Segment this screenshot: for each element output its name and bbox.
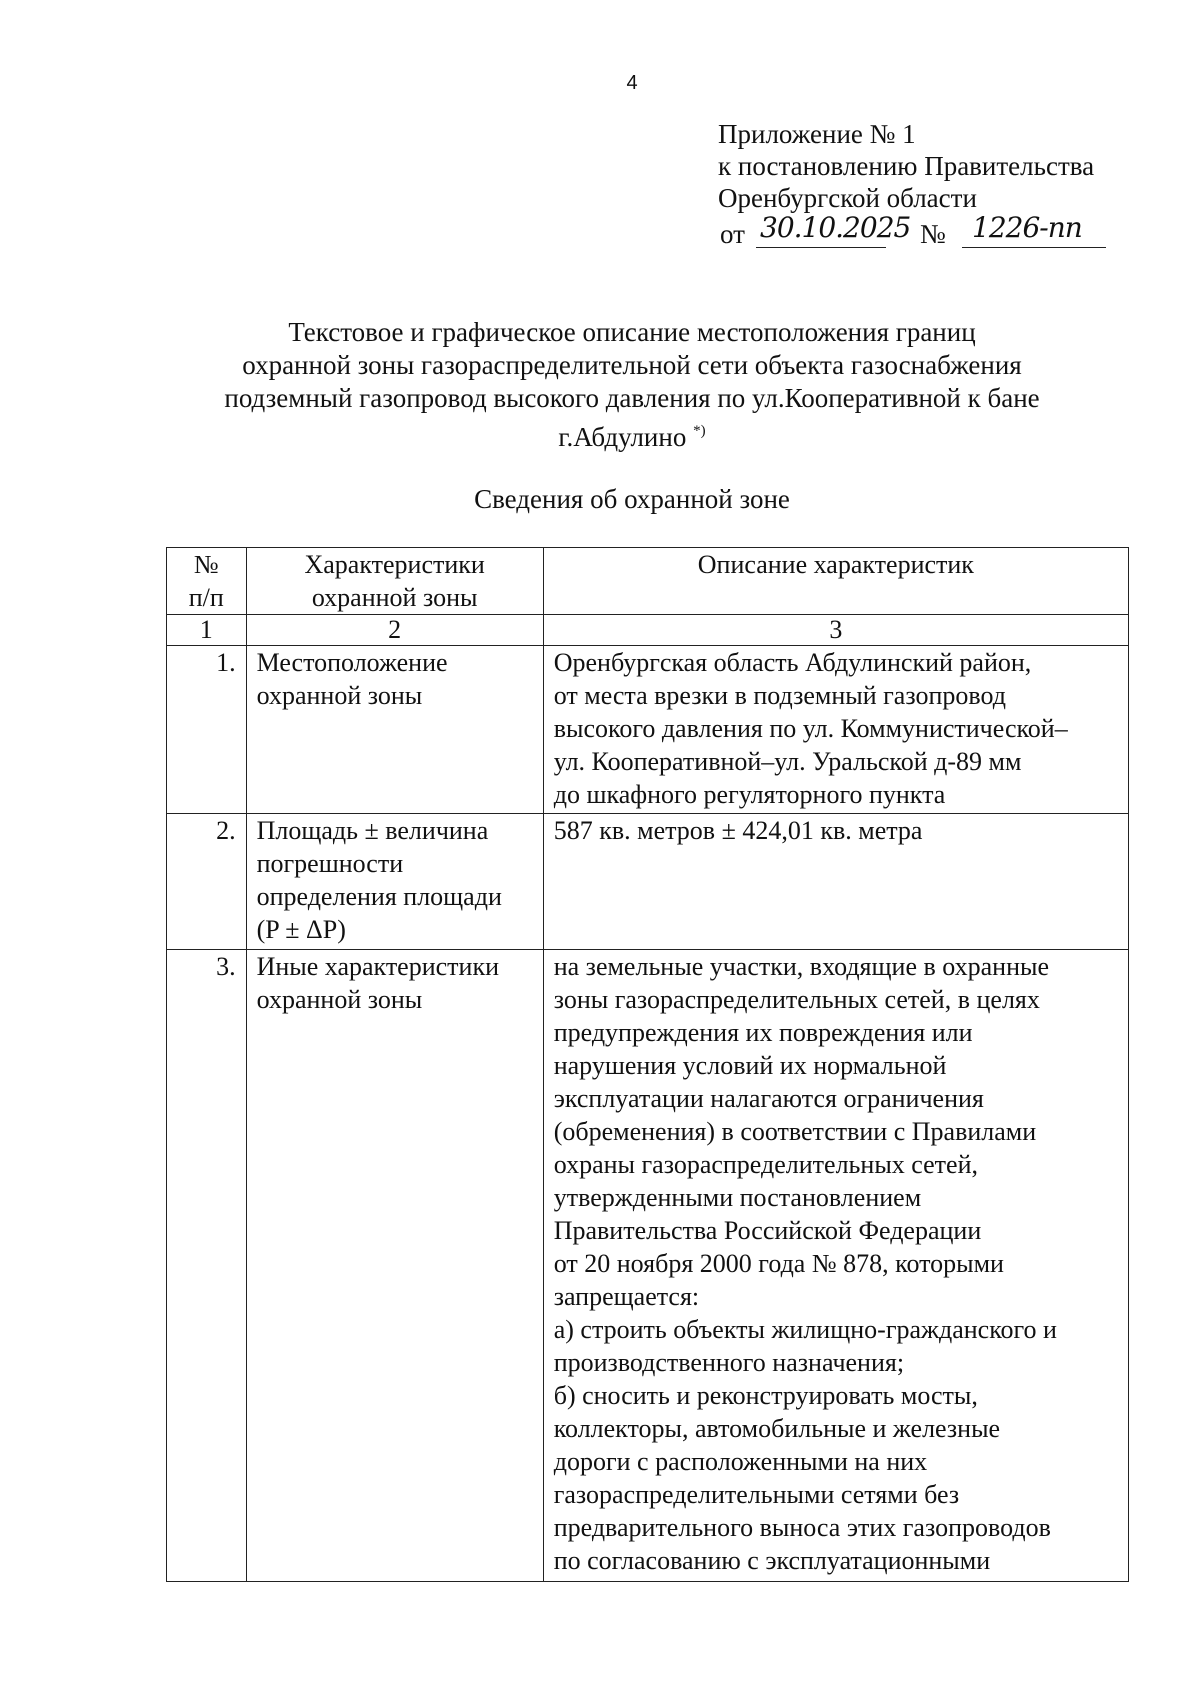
handwritten-number: 1226-пп — [972, 211, 1082, 244]
text-line: производственного назначения; — [553, 1348, 905, 1377]
text-line: Оренбургская область Абдулинский район, — [553, 648, 1032, 677]
protection-zone-table — [166, 547, 1129, 1582]
header-num-line-1: № — [193, 550, 219, 579]
number-prefix: № — [920, 219, 946, 249]
header-characteristics — [246, 548, 543, 615]
date-prefix: от — [720, 219, 745, 249]
row-number: 3. — [167, 950, 247, 1582]
header-num — [167, 548, 247, 615]
text-line: Площадь ± величина — [256, 816, 489, 845]
text-line: (P ± ΔP) — [256, 915, 346, 944]
text-line: зоны газораспределительных сетей, в целях — [553, 985, 1040, 1014]
row-characteristic — [246, 950, 543, 1582]
row-characteristic — [246, 646, 543, 814]
footnote-mark: *) — [693, 423, 706, 439]
text-line: на земельные участки, входящие в охранные — [553, 952, 1050, 981]
index-cell: 1 — [167, 615, 247, 646]
title-line-1: Текстовое и графическое описание местоположения границ — [288, 317, 976, 347]
text-line: 587 кв. метров ± 424,01 кв. метра — [553, 816, 923, 845]
header-char-line-1: Характеристики — [304, 550, 485, 579]
text-line: дороги с расположенными на них — [553, 1447, 928, 1476]
text-line: Местоположение — [256, 648, 448, 677]
text-line: Иные характеристики — [256, 952, 499, 981]
date-number-row — [718, 211, 1094, 250]
text-line: до шкафного регуляторного пункта — [553, 780, 946, 809]
title-city: г.Абдулино — [558, 422, 687, 452]
appendix-block — [718, 118, 1094, 250]
row-number: 2. — [167, 814, 247, 950]
text-line: утвержденными постановлением — [553, 1183, 922, 1212]
text-line: а) строить объекты жилищно-гражданского и — [553, 1315, 1057, 1344]
title-line-4 — [0, 415, 1200, 454]
table-row — [167, 950, 1129, 1582]
header-description — [543, 548, 1128, 615]
appendix-title: Приложение № 1 — [718, 119, 916, 149]
table-row — [167, 814, 1129, 950]
title-line-3: подземный газопровод высокого давления по ул.Кооперативной к бане — [224, 383, 1040, 413]
text-line: газораспределительными сетями без — [553, 1480, 960, 1509]
table-header-row — [167, 548, 1129, 615]
date-underline — [756, 247, 886, 248]
section-subtitle: Сведения об охранной зоне — [474, 484, 790, 514]
text-line: коллекторы, автомобильные и железные — [553, 1414, 1001, 1443]
text-line: Правительства Российской Федерации — [553, 1216, 982, 1245]
text-line: по согласованию с эксплуатационными — [553, 1546, 991, 1575]
row-characteristic — [246, 814, 543, 950]
number-underline — [962, 247, 1106, 248]
handwritten-date: 30.10.2025 — [760, 211, 911, 244]
text-line: определения площади — [256, 882, 502, 911]
text-line: нарушения условий их нормальной — [553, 1051, 947, 1080]
text-line: предупреждения их повреждения или — [553, 1018, 973, 1047]
text-line: охранной зоны — [256, 681, 423, 710]
table-index-row — [167, 615, 1129, 646]
page-number: 4 — [626, 72, 638, 94]
header-desc-line: Описание характеристик — [697, 550, 974, 579]
index-cell: 3 — [543, 615, 1128, 646]
row-description — [543, 950, 1128, 1582]
text-line: предварительного выноса этих газопроводов — [553, 1513, 1051, 1542]
text-line: запрещается: — [553, 1282, 700, 1311]
appendix-line-3: Оренбургской области — [718, 183, 977, 213]
text-line: от 20 ноября 2000 года № 878, которыми — [553, 1249, 1004, 1278]
row-description — [543, 814, 1128, 950]
text-line: (обременения) в соответствии с Правилами — [553, 1117, 1037, 1146]
row-description — [543, 646, 1128, 814]
text-line: ул. Кооперативной–ул. Уральской д-89 мм — [553, 747, 1022, 776]
text-line: охранной зоны — [256, 985, 423, 1014]
index-cell: 2 — [246, 615, 543, 646]
text-line: охраны газораспределительных сетей, — [553, 1150, 978, 1179]
row-number: 1. — [167, 646, 247, 814]
text-line: б) сносить и реконструировать мосты, — [553, 1381, 978, 1410]
text-line: от места врезки в подземный газопровод — [553, 681, 1006, 710]
text-line: погрешности — [256, 849, 404, 878]
header-num-line-2: п/п — [188, 583, 224, 612]
table-row — [167, 646, 1129, 814]
appendix-line-2: к постановлению Правительства — [718, 151, 1095, 181]
document-title — [0, 316, 1200, 454]
title-line-2: охранной зоны газораспределительной сети объекта газоснабжения — [242, 350, 1022, 380]
header-char-line-2: охранной зоны — [311, 583, 478, 612]
text-line: эксплуатации налагаются ограничения — [553, 1084, 984, 1113]
text-line: высокого давления по ул. Коммунистической– — [553, 714, 1068, 743]
